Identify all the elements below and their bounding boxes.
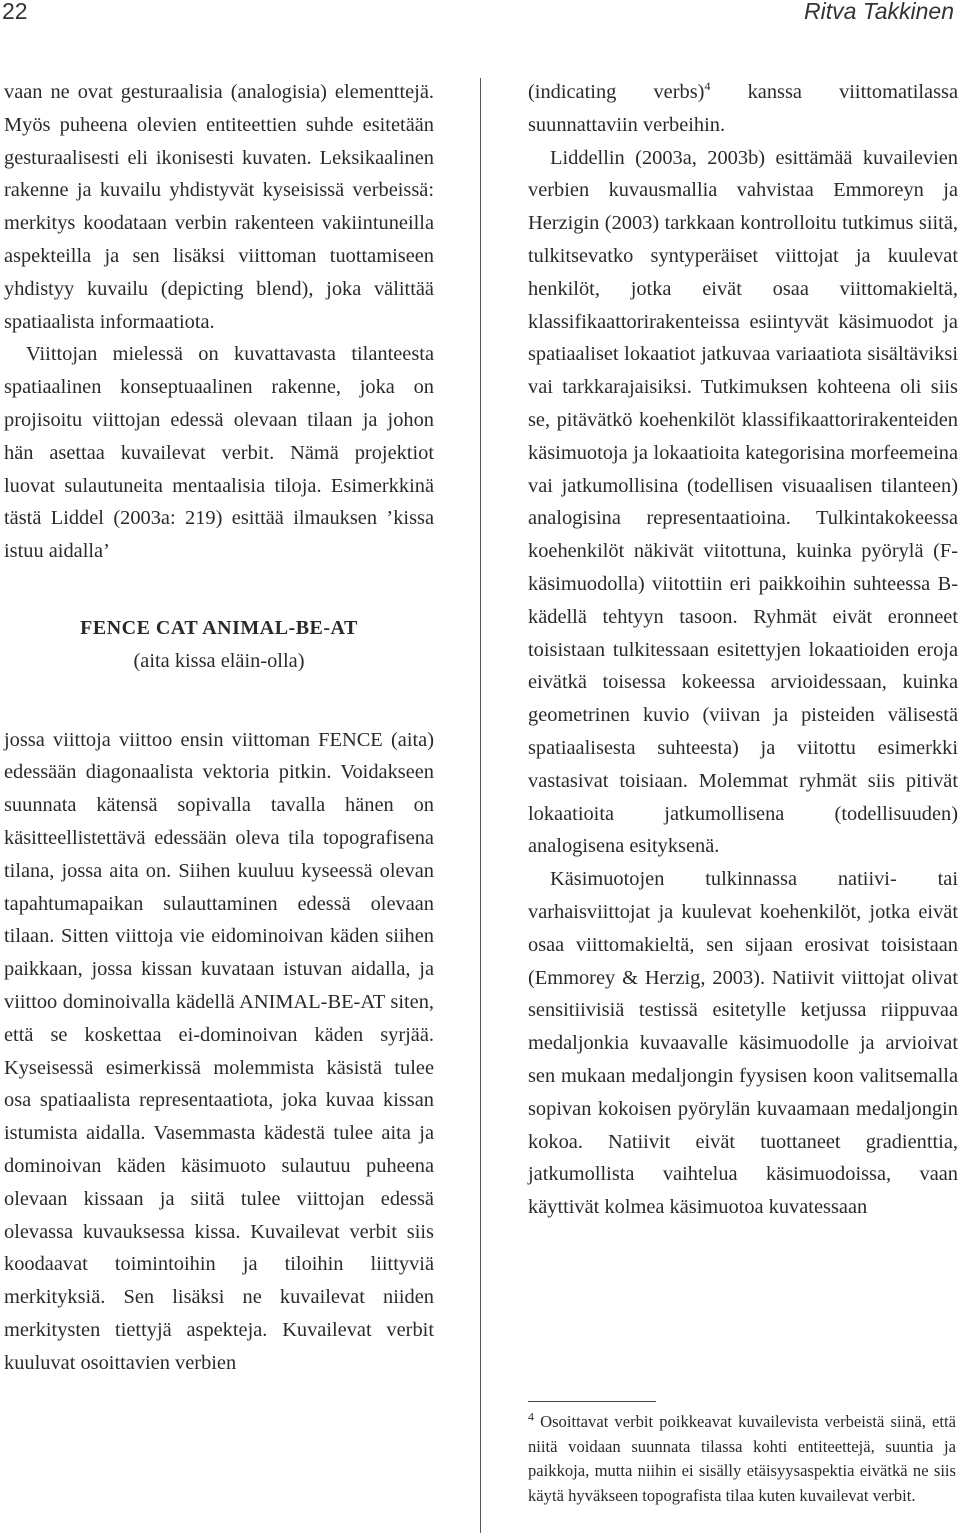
running-head: Ritva Takkinen	[803, 0, 954, 24]
example-sign-gloss: FENCE CAT ANIMAL-BE-AT	[80, 616, 358, 639]
right-column	[528, 76, 958, 1224]
footnote-reference[interactable]: 4	[704, 79, 711, 94]
sign-example	[4, 612, 434, 678]
right-paragraph-2: Liddellin (2003a, 2003b) esittämää kuvailevien verbien kuvausmallia vahvistaa Emmoreyn ja Herzigin (2003) tarkkaan kontrolloitu tutkimus siitä, tulkitsevatko syntyperäiset viittojat ja kuulevat henkilöt, jotka eivät osaa viittomakieltä, klassifikaattorirakenteissa esiintyvät käsimuodot ja spatiaaliset lokaatiot jatkuvaa variaatiota sisältäviksi vai tarkkarajaisiksi. Tutkimuksen kohteena oli siis se, pitävätkö koehenkilöt klassifikaattorirakenteiden käsimuotoja ja lokaatioita kategorisina morfeemeina vai jatkumollisina (todellisen visuaalisen tilanteen) analogisina representaatioina. Tulkintakokeessa koehenkilöt näkivät viitottuna, kuinka pyörylä (F-käsimuodolla) viitottiin eri paikkoihin suhteessa B-kädellä tehtyyn tasoon. Ryhmät eivät eronneet toisistaan tulkitessaan esitettyjen lokaatioiden eroja eivätkä toisessa kokeessa arvioidessaan, kuinka geometrinen kuvio (viivan ja pisteiden välisestä spatiaalisesta suhteesta) ja viitottu esimerkki vastasivat toisiaan. Molemmat ryhmät siis pitivät lokaatioita jatkumollisena (todellisuuden) analogisena esityksenä.	[528, 146, 958, 858]
right-paragraph-1-end: kanssa viittomatilassa suunnattaviin verbeihin.	[528, 81, 958, 136]
left-paragraph-3: jossa viittoja viittoo ensin viittoman FENCE (aita) edessään diagonaalista vektoria pitkin. Voidakseen suunnata kätensä sopivalla tavalla hänen on käsitteellistettävä edessään oleva tila topografisena tilana, jossa aita on. Siihen kuuluu kyseessä olevan tapahtumapaikan sulauttaminen edessä olevaan tilaan. Sitten viittoja vie eidominoivan käden siihen paikkaan, jossa kissan kuvataan istuvan aidalla, ja viittoo dominoivalla kädellä ANIMAL-BE-AT siten, että se koskettaa ei-dominoivan käden syrjää. Kyseisessä esimerkissä molemmista käsistä tulee osa spatiaalista representaatiota, joka kuvaa kissan istumista aidalla. Vasemmasta kädestä tulee aita ja dominoivan käden käsimuoto sulautuu puheena olevaan kissaan ja siitä tulee viittojan edessä olevassa kuvauksessa kissa. Kuvailevat verbit siis koodaavat toimintoihin ja tiloihin liittyviä merkityksiä. Sen lisäksi ne kuvailevat niiden merkitysten tiettyjä aspekteja. Kuvailevat verbit kuuluvat osoittavien verbien	[4, 728, 434, 1374]
footnote-rule	[528, 1401, 656, 1402]
right-paragraph-1	[528, 76, 958, 142]
column-divider	[480, 78, 481, 1533]
page-number: 22	[2, 0, 28, 24]
footnote-text: Osoittavat verbit poikkeavat kuvailevista verbeistä siinä, että niitä voidaan suunnata tilassa kohti entiteettejä, suuntia ja paikkoja, mutta niihin ei sisälly etäisyysaspektia eivätkä ne siis käytä hyväkseen topografista tilaa kuten kuvailevat verbit.	[528, 1412, 956, 1505]
footnote	[528, 1410, 956, 1508]
example-translation: (aita kissa eläin-olla)	[133, 649, 305, 672]
left-column	[4, 76, 434, 1379]
left-paragraph-1: vaan ne ovat gesturaalisia (analogisia) elementtejä. Myös puheena olevien entiteettien suhde esitetään gesturaalisesti eli ikonisesti kuvaten. Leksikaalinen rakenne ja kuvailu yhdistyvät kyseisissä verbeissä: merkitys koodataan verbin rakenteen vakiintuneilla aspekteilla ja sen lisäksi viittoman tuottamiseen yhdistyy kuvailu (depicting blend), joka välittää spatiaalista informaatiota.	[4, 81, 434, 333]
footnote-marker: 4	[528, 1409, 534, 1424]
right-paragraph-3: Käsimuotojen tulkinnassa natiivi- tai varhaisviittojat ja kuulevat koehenkilöt, jotka eivät osaa viittomakieltä, sen sijaan erosivat toisistaan (Emmorey & Herzig, 2003). Natiivit viittojat olivat sensitiivisiä testissä esitetylle ketjussa riippuvaa medaljonkia kuvaavalle käsimuodolle ja arvioivat sen mukaan medaljongin fyysisen koon valitsemalla sopivan kokoisen pyörylän kuvaamaan medaljongin kokoa. Natiivit eivät tuottaneet gradienttia, jatkumollista vaihtelua käsimuodoissa, vaan käyttivät kolmea käsimuotoa kuvatessaan	[528, 868, 958, 1219]
right-paragraph-1-start: (indicating verbs)	[528, 81, 705, 103]
left-paragraph-2: Viittojan mielessä on kuvattavasta tilanteesta spatiaalinen konseptuaalinen rakenne, joka on projisoitu viittojan edessä olevaan tilaan ja johon hän asettaa kuvailevat verbit. Nämä projektiot luovat sulautuneita mentaalisia tiloja. Esimerkkinä tästä Liddel (2003a: 219) esittää ilmauksen ’kissa istuu aidalla’	[4, 343, 434, 563]
